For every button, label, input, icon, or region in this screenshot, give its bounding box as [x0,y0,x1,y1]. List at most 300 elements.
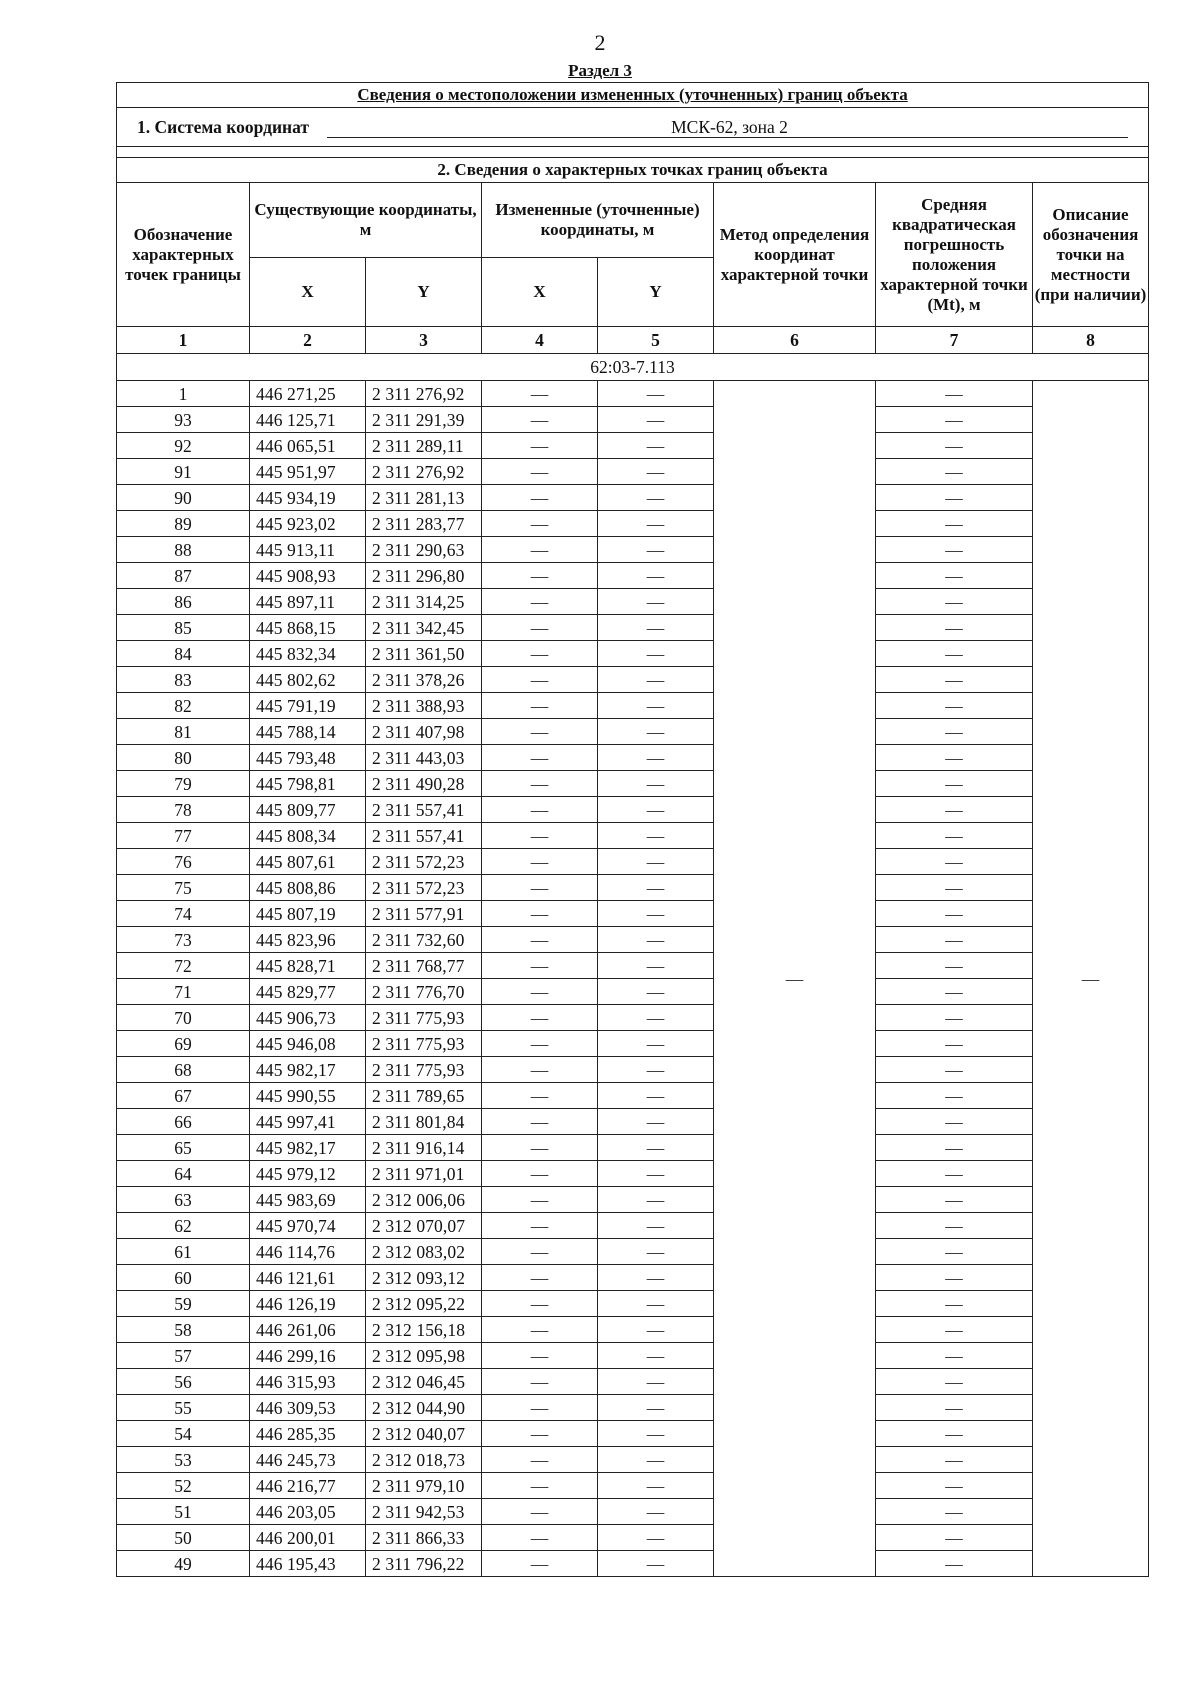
error-value: — [876,1343,1033,1369]
table-row [117,615,1149,641]
existing-y: 2 311 979,10 [366,1473,482,1499]
error-value: — [876,1551,1033,1577]
error-value: — [876,1083,1033,1109]
error-value: — [876,771,1033,797]
existing-y: 2 311 789,65 [366,1083,482,1109]
existing-x: 446 203,05 [250,1499,366,1525]
changed-x: — [482,667,598,693]
existing-y: 2 312 093,12 [366,1265,482,1291]
existing-x: 445 802,62 [250,667,366,693]
changed-x: — [482,1239,598,1265]
changed-x: — [482,1291,598,1317]
existing-x: 445 908,93 [250,563,366,589]
error-value: — [876,407,1033,433]
changed-y: — [598,745,714,771]
page-number: 2 [594,30,606,55]
changed-y: — [598,407,714,433]
changed-x: — [482,797,598,823]
existing-x: 446 261,06 [250,1317,366,1343]
table-row [117,953,1149,979]
point-designation: 68 [117,1057,250,1083]
existing-y: 2 312 040,07 [366,1421,482,1447]
error-value: — [876,953,1033,979]
changed-y: — [598,1421,714,1447]
table-row [117,1109,1149,1135]
existing-y: 2 311 572,23 [366,849,482,875]
header-changed-x: X [482,258,598,327]
header-method: Метод определения координат характерной точки [714,183,876,327]
existing-y: 2 312 083,02 [366,1239,482,1265]
changed-y: — [598,979,714,1005]
point-designation: 75 [117,875,250,901]
point-designation: 52 [117,1473,250,1499]
column-number: 2 [250,327,366,354]
changed-y: — [598,615,714,641]
existing-x: 446 121,61 [250,1265,366,1291]
changed-x: — [482,771,598,797]
table-row [117,1187,1149,1213]
point-designation: 83 [117,667,250,693]
existing-x: 445 997,41 [250,1109,366,1135]
table-row [117,771,1149,797]
point-designation: 59 [117,1291,250,1317]
column-number: 3 [366,327,482,354]
table-row [117,823,1149,849]
existing-y: 2 311 283,77 [366,511,482,537]
column-number: 4 [482,327,598,354]
point-designation: 55 [117,1395,250,1421]
error-value: — [876,537,1033,563]
error-value: — [876,1161,1033,1187]
changed-y: — [598,1343,714,1369]
error-value: — [876,1109,1033,1135]
changed-y: — [598,1447,714,1473]
existing-y: 2 311 776,70 [366,979,482,1005]
changed-x: — [482,1083,598,1109]
changed-x: — [482,927,598,953]
changed-y: — [598,1005,714,1031]
existing-x: 445 823,96 [250,927,366,953]
changed-x: — [482,1499,598,1525]
table-row [117,1447,1149,1473]
table-row [117,1265,1149,1291]
table-row [117,667,1149,693]
parcel-id: 62:03-7.113 [117,354,1149,381]
table-row [117,849,1149,875]
changed-x: — [482,823,598,849]
column-number: 8 [1033,327,1149,354]
existing-x: 445 808,34 [250,823,366,849]
existing-x: 445 808,86 [250,875,366,901]
error-value: — [876,1421,1033,1447]
column-number: 6 [714,327,876,354]
table-row [117,693,1149,719]
changed-x: — [482,693,598,719]
changed-y: — [598,511,714,537]
header-existing-x: X [250,258,366,327]
existing-y: 2 311 572,23 [366,875,482,901]
changed-y: — [598,1109,714,1135]
table-row [117,1291,1149,1317]
existing-y: 2 311 443,03 [366,745,482,771]
changed-x: — [482,511,598,537]
table-row [117,1317,1149,1343]
changed-y: — [598,875,714,901]
existing-y: 2 311 314,25 [366,589,482,615]
table-row [117,797,1149,823]
error-value: — [876,1499,1033,1525]
coordinate-system-value: МСК-62, зона 2 [327,117,1128,138]
error-value: — [876,1057,1033,1083]
existing-y: 2 311 732,60 [366,927,482,953]
point-designation: 64 [117,1161,250,1187]
table-row [117,1083,1149,1109]
coordinate-system-line [117,108,1149,147]
changed-y: — [598,1161,714,1187]
existing-y: 2 312 156,18 [366,1317,482,1343]
changed-y: — [598,1135,714,1161]
point-designation: 1 [117,381,250,407]
header-description: Описание обозначения точки на местности (при наличии) [1033,183,1149,327]
changed-x: — [482,1109,598,1135]
changed-x: — [482,1265,598,1291]
table-row [117,537,1149,563]
description-merged-cell: — [1033,381,1149,1577]
table-row [117,1369,1149,1395]
point-designation: 67 [117,1083,250,1109]
point-designation: 66 [117,1109,250,1135]
existing-x: 445 809,77 [250,797,366,823]
changed-x: — [482,459,598,485]
table-row [117,1499,1149,1525]
changed-y: — [598,381,714,407]
changed-x: — [482,1473,598,1499]
changed-y: — [598,719,714,745]
existing-x: 445 982,17 [250,1135,366,1161]
point-designation: 87 [117,563,250,589]
point-designation: 69 [117,1031,250,1057]
table-row [117,1239,1149,1265]
header-existing-y: Y [366,258,482,327]
changed-y: — [598,537,714,563]
existing-y: 2 312 044,90 [366,1395,482,1421]
point-designation: 90 [117,485,250,511]
table-row [117,979,1149,1005]
point-designation: 58 [117,1317,250,1343]
existing-x: 445 788,14 [250,719,366,745]
changed-x: — [482,485,598,511]
changed-y: — [598,901,714,927]
existing-y: 2 311 775,93 [366,1057,482,1083]
existing-x: 445 798,81 [250,771,366,797]
error-value: — [876,511,1033,537]
existing-x: 445 807,61 [250,849,366,875]
error-value: — [876,589,1033,615]
error-value: — [876,1369,1033,1395]
table-row [117,1031,1149,1057]
existing-x: 445 829,77 [250,979,366,1005]
table-row [117,1525,1149,1551]
table-row [117,1473,1149,1499]
point-designation: 62 [117,1213,250,1239]
existing-x: 445 906,73 [250,1005,366,1031]
header-designation: Обозначение характерных точек границы [117,183,250,327]
error-value: — [876,1317,1033,1343]
point-designation: 81 [117,719,250,745]
existing-x: 446 285,35 [250,1421,366,1447]
changed-x: — [482,1031,598,1057]
section-label: Раздел 3 [568,61,632,80]
error-value: — [876,1395,1033,1421]
error-value: — [876,1187,1033,1213]
changed-y: — [598,1525,714,1551]
existing-x: 446 216,77 [250,1473,366,1499]
existing-x: 445 946,08 [250,1031,366,1057]
changed-y: — [598,1031,714,1057]
changed-x: — [482,1551,598,1577]
existing-y: 2 311 290,63 [366,537,482,563]
table-row [117,381,1149,407]
existing-y: 2 311 796,22 [366,1551,482,1577]
error-value: — [876,485,1033,511]
table-row [117,407,1149,433]
table-row [117,1005,1149,1031]
changed-x: — [482,381,598,407]
table-row [117,1343,1149,1369]
changed-y: — [598,641,714,667]
error-value: — [876,459,1033,485]
changed-y: — [598,1317,714,1343]
point-designation: 86 [117,589,250,615]
existing-x: 446 245,73 [250,1447,366,1473]
existing-y: 2 311 916,14 [366,1135,482,1161]
point-designation: 49 [117,1551,250,1577]
table-row [117,1421,1149,1447]
changed-y: — [598,1369,714,1395]
changed-x: — [482,1213,598,1239]
point-designation: 53 [117,1447,250,1473]
existing-y: 2 311 378,26 [366,667,482,693]
existing-y: 2 311 768,77 [366,953,482,979]
error-value: — [876,1265,1033,1291]
changed-y: — [598,563,714,589]
changed-x: — [482,979,598,1005]
point-designation: 61 [117,1239,250,1265]
point-designation: 56 [117,1369,250,1395]
point-designation: 63 [117,1187,250,1213]
point-designation: 92 [117,433,250,459]
changed-x: — [482,719,598,745]
changed-y: — [598,459,714,485]
existing-x: 445 828,71 [250,953,366,979]
changed-x: — [482,849,598,875]
existing-y: 2 312 095,98 [366,1343,482,1369]
table-row [117,563,1149,589]
error-value: — [876,1005,1033,1031]
existing-x: 445 951,97 [250,459,366,485]
table-row [117,641,1149,667]
changed-x: — [482,745,598,771]
existing-y: 2 311 342,45 [366,615,482,641]
boundary-points-table [116,82,1149,1577]
changed-y: — [598,1213,714,1239]
changed-y: — [598,797,714,823]
point-designation: 72 [117,953,250,979]
error-value: — [876,1213,1033,1239]
existing-x: 446 309,53 [250,1395,366,1421]
changed-y: — [598,693,714,719]
point-designation: 73 [117,927,250,953]
existing-y: 2 311 281,13 [366,485,482,511]
existing-y: 2 311 866,33 [366,1525,482,1551]
changed-x: — [482,1187,598,1213]
changed-x: — [482,1161,598,1187]
point-designation: 51 [117,1499,250,1525]
changed-y: — [598,1265,714,1291]
header-error: Средняя квадратическая погрешность положения характерной точки (Mt), м [876,183,1033,327]
error-value: — [876,1239,1033,1265]
column-number: 7 [876,327,1033,354]
existing-x: 446 195,43 [250,1551,366,1577]
existing-x: 446 200,01 [250,1525,366,1551]
point-designation: 71 [117,979,250,1005]
existing-x: 446 126,19 [250,1291,366,1317]
point-designation: 88 [117,537,250,563]
table-row [117,1135,1149,1161]
changed-x: — [482,563,598,589]
existing-y: 2 311 291,39 [366,407,482,433]
changed-x: — [482,953,598,979]
table-row [117,511,1149,537]
point-designation: 60 [117,1265,250,1291]
table-row [117,485,1149,511]
column-number: 5 [598,327,714,354]
error-value: — [876,1291,1033,1317]
point-designation: 89 [117,511,250,537]
error-value: — [876,1447,1033,1473]
point-designation: 54 [117,1421,250,1447]
changed-x: — [482,641,598,667]
document-title: Сведения о местоположении измененных (уточненных) границ объекта [117,83,1149,108]
point-designation: 85 [117,615,250,641]
existing-x: 445 832,34 [250,641,366,667]
column-number: 1 [117,327,250,354]
table-row [117,901,1149,927]
changed-y: — [598,589,714,615]
changed-y: — [598,771,714,797]
existing-y: 2 312 046,45 [366,1369,482,1395]
changed-y: — [598,1551,714,1577]
method-merged-cell: — [714,381,876,1577]
existing-x: 445 897,11 [250,589,366,615]
existing-y: 2 311 276,92 [366,459,482,485]
table-row [117,1395,1149,1421]
table-row [117,1551,1149,1577]
existing-x: 445 983,69 [250,1187,366,1213]
error-value: — [876,797,1033,823]
changed-x: — [482,1395,598,1421]
changed-y: — [598,1395,714,1421]
existing-x: 446 271,25 [250,381,366,407]
changed-y: — [598,1083,714,1109]
existing-x: 445 990,55 [250,1083,366,1109]
table-row [117,459,1149,485]
existing-y: 2 311 942,53 [366,1499,482,1525]
point-designation: 82 [117,693,250,719]
error-value: — [876,1031,1033,1057]
point-designation: 76 [117,849,250,875]
table-row [117,745,1149,771]
changed-y: — [598,953,714,979]
table-row [117,1161,1149,1187]
error-value: — [876,901,1033,927]
error-value: — [876,745,1033,771]
header-changed-coords: Измененные (уточненные) координаты, м [482,183,714,258]
changed-y: — [598,667,714,693]
changed-y: — [598,823,714,849]
changed-y: — [598,1499,714,1525]
existing-x: 446 114,76 [250,1239,366,1265]
changed-x: — [482,1343,598,1369]
error-value: — [876,615,1033,641]
changed-x: — [482,1005,598,1031]
error-value: — [876,823,1033,849]
existing-y: 2 312 070,07 [366,1213,482,1239]
existing-x: 445 868,15 [250,615,366,641]
changed-x: — [482,1525,598,1551]
existing-y: 2 311 801,84 [366,1109,482,1135]
existing-x: 445 982,17 [250,1057,366,1083]
existing-y: 2 311 490,28 [366,771,482,797]
changed-y: — [598,1473,714,1499]
point-designation: 74 [117,901,250,927]
existing-x: 446 125,71 [250,407,366,433]
point-designation: 93 [117,407,250,433]
point-designation: 80 [117,745,250,771]
changed-y: — [598,1291,714,1317]
existing-y: 2 312 095,22 [366,1291,482,1317]
error-value: — [876,927,1033,953]
existing-x: 446 065,51 [250,433,366,459]
changed-y: — [598,433,714,459]
error-value: — [876,641,1033,667]
changed-x: — [482,901,598,927]
changed-y: — [598,1187,714,1213]
existing-x: 445 979,12 [250,1161,366,1187]
table-row [117,433,1149,459]
changed-x: — [482,1057,598,1083]
error-value: — [876,979,1033,1005]
existing-x: 445 791,19 [250,693,366,719]
table-row [117,589,1149,615]
existing-y: 2 311 557,41 [366,797,482,823]
existing-y: 2 311 388,93 [366,693,482,719]
point-designation: 70 [117,1005,250,1031]
existing-y: 2 311 971,01 [366,1161,482,1187]
point-designation: 57 [117,1343,250,1369]
error-value: — [876,693,1033,719]
changed-x: — [482,1369,598,1395]
changed-x: — [482,615,598,641]
error-value: — [876,849,1033,875]
existing-y: 2 311 361,50 [366,641,482,667]
table-row [117,1213,1149,1239]
table-row [117,1057,1149,1083]
point-designation: 79 [117,771,250,797]
existing-x: 446 299,16 [250,1343,366,1369]
point-designation: 77 [117,823,250,849]
point-designation: 50 [117,1525,250,1551]
